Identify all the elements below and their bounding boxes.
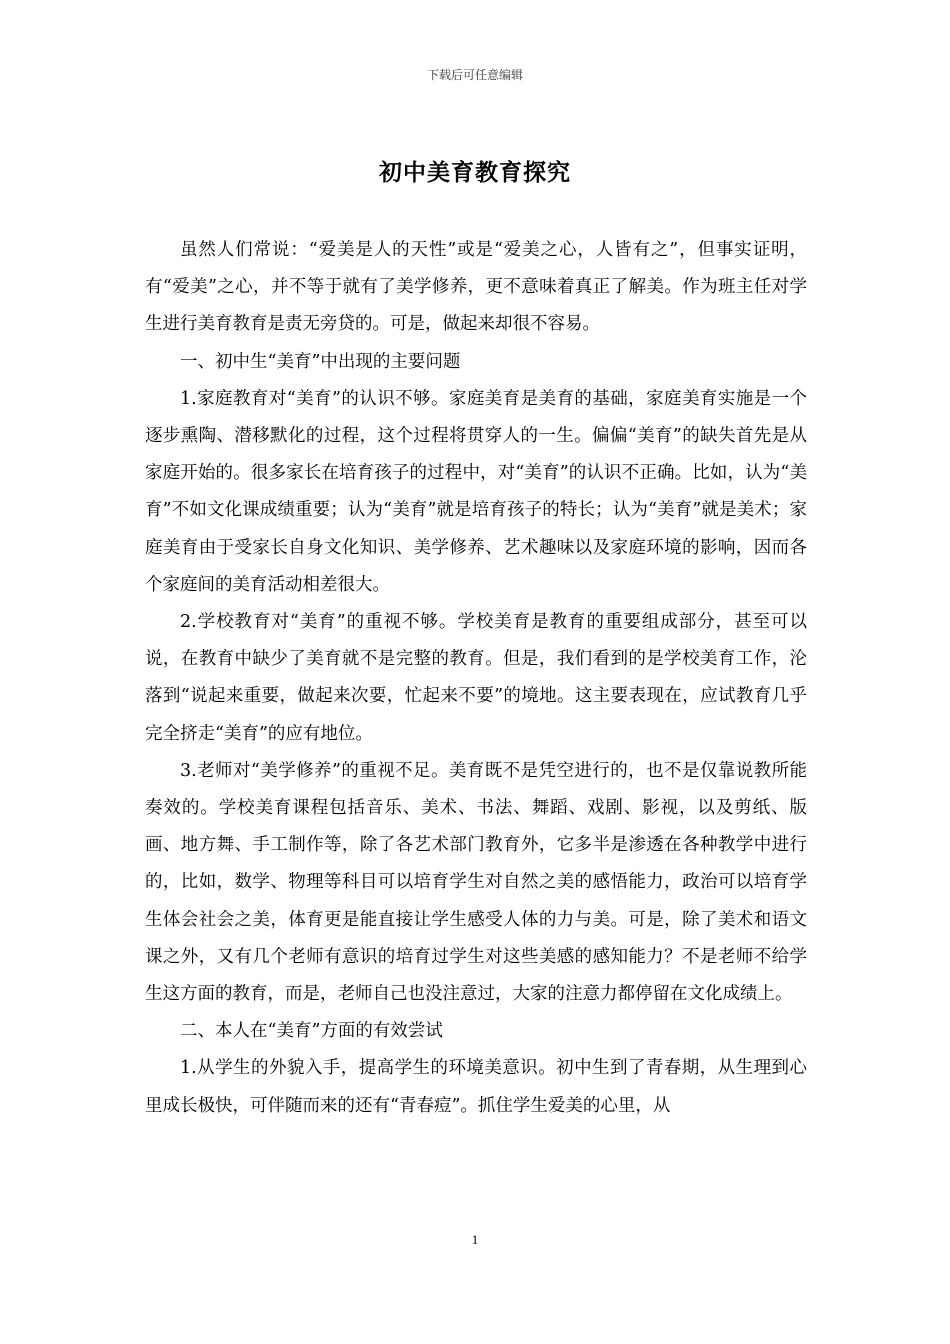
page-number: 1 bbox=[471, 1232, 479, 1247]
document-title: 初中美育教育探究 bbox=[379, 160, 571, 186]
paragraph-appearance: 1.从学生的外貌入手，提高学生的环境美意识。初中生到了青春期，从生理到心里成长极快，可伴随而来的还有“青春痘”。抓住学生爱美的心里，从 bbox=[145, 1058, 807, 1116]
document-body bbox=[145, 232, 807, 1125]
paragraph-school-education: 2.学校教育对“美育”的重视不够。学校美育是教育的重要组成部分，甚至可以说，在教育中缺少了美育就不是完整的教育。但是，我们看到的是学校美育工作，沦落到“说起来重要，做起来次要，忙起来不要”的境地。这主要表现在，应试教育几乎完全挤走“美育”的应有地位。 bbox=[145, 612, 807, 744]
header-note: 下载后可任意编辑 bbox=[426, 68, 523, 82]
paragraph-intro: 虽然人们常说：“爱美是人的天性”或是“爱美之心，人皆有之”，但事实证明，有“爱美”之心，并不等于就有了美学修养，更不意味着真正了解美。作为班主任对学生进行美育教育是责无旁贷的。可是，做起来却很不容易。 bbox=[145, 240, 807, 335]
paragraph-teacher-aesthetics: 3.老师对“美学修养”的重视不足。美育既不是凭空进行的，也不是仅靠说教所能奏效的。学校美育课程包括音乐、美术、书法、舞蹈、戏剧、影视，以及剪纸、版画、地方舞、手工制作等，除了各艺术部门教育外，它多半是渗透在各种教学中进行的，比如，数学、物理等科目可以培育学生对自然之美的感悟能力，政治可以培育学生体会社会之美，体育更是能直接让学生感受人体的力与美。可是，除了美术和语文课之外，又有几个老师有意识的培育过学生对这些美感的感知能力？不是老师不给学生这方面的教育，而是，老师自己也没注意过，大家的注意力都停留在文化成绩上。 bbox=[145, 760, 807, 1005]
section-heading-2: 二、本人在“美育”方面的有效尝试 bbox=[180, 1021, 443, 1042]
section-heading-1: 一、初中生“美育”中出现的主要问题 bbox=[180, 351, 461, 372]
paragraph-family-education: 1.家庭教育对“美育”的认识不够。家庭美育是美育的基础，家庭美育实施是一个逐步熏陶、潜移默化的过程，这个过程将贯穿人的一生。偏偏“美育”的缺失首先是从家庭开始的。很多家长在培育孩子的过程中，对“美育”的认识不正确。比如，认为“美育”不如文化课成绩重要；认为“美育”就是培育孩子的特长；认为“美育”就是美术；家庭美育由于受家长自身文化知识、美学修养、艺术趣味以及家庭环境的影响，因而各个家庭间的美育活动相差很大。 bbox=[145, 388, 807, 595]
